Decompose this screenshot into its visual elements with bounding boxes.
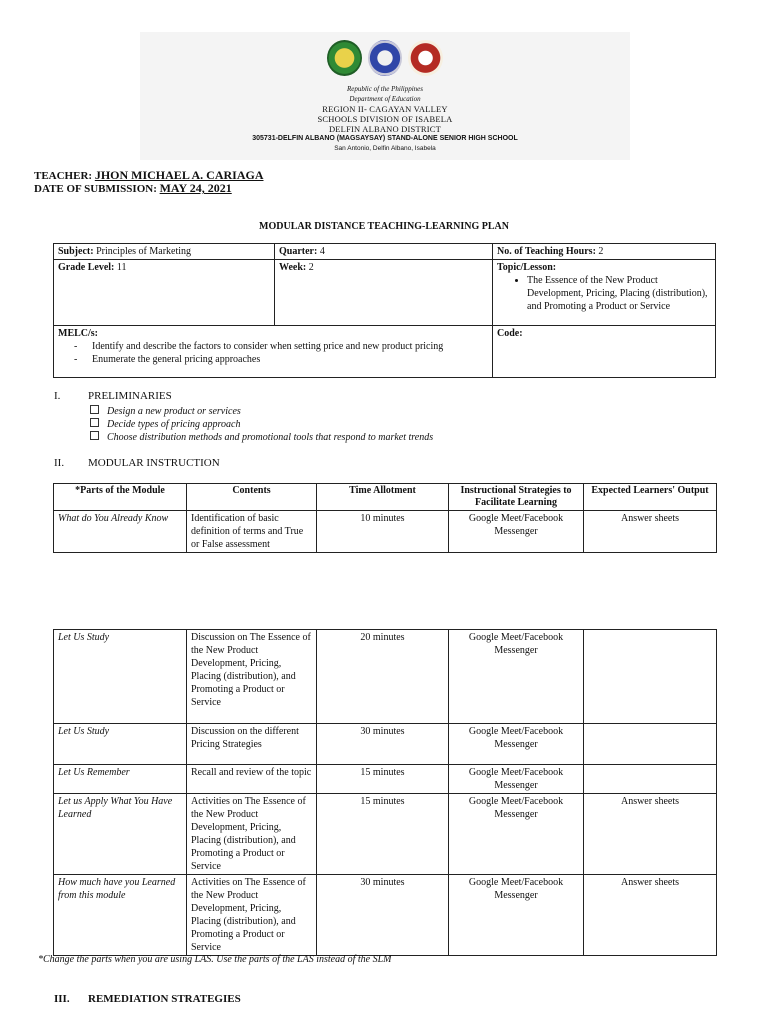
division-line: SCHOOLS DIVISION OF ISABELA <box>317 114 453 124</box>
department-line: Department of Education <box>349 95 421 103</box>
school-seal-icon <box>408 40 443 76</box>
bullet-box-icon <box>90 431 99 440</box>
part-cell: What do You Already Know <box>54 511 187 553</box>
quarter-label: Quarter: <box>279 246 318 257</box>
part-cell: How much have you Learned from this module <box>54 875 187 956</box>
column-header: *Parts of the Module <box>54 484 187 511</box>
part-cell: Let us Apply What You Have Learned <box>54 794 187 875</box>
topic-label: Topic/Lesson: <box>497 262 557 273</box>
info-table <box>53 243 716 378</box>
section-number: I. <box>54 390 61 402</box>
objective-item <box>90 431 433 444</box>
strategy-cell: Google Meet/Facebook Messenger <box>449 630 584 724</box>
grade-value: 11 <box>116 262 127 273</box>
melc-item: - Enumerate the general pricing approaches <box>92 353 488 366</box>
submission-date: MAY 24, 2021 <box>159 181 232 195</box>
time-cell: 15 minutes <box>317 765 449 794</box>
topic-cell <box>493 260 716 326</box>
table-row <box>54 765 717 794</box>
code-cell <box>493 326 716 378</box>
submission-label: DATE OF SUBMISSION: <box>34 183 157 195</box>
melc-cell <box>54 326 493 378</box>
module-table <box>53 483 717 553</box>
topic-item: • The Essence of the New Product Development, Pricing, Placing (distribution), and Promoting a Product or Service <box>527 274 711 313</box>
subject-value: Principles of Marketing <box>96 246 192 257</box>
column-header: Time Allotment <box>317 484 449 511</box>
column-header: Expected Learners' Output <box>584 484 717 511</box>
section-title: REMEDIATION STRATEGIES <box>88 993 241 1005</box>
output-cell: Answer sheets <box>584 511 717 553</box>
time-cell: 10 minutes <box>317 511 449 553</box>
submission-line <box>34 181 232 196</box>
region-line: REGION II- CAGAYAN VALLEY <box>322 104 448 114</box>
grade-cell <box>54 260 275 326</box>
strategy-cell: Google Meet/Facebook Messenger <box>449 794 584 875</box>
bullet-box-icon <box>90 405 99 414</box>
modular-heading <box>54 457 220 469</box>
quarter-value: 4 <box>319 246 325 257</box>
hours-value: 2 <box>598 246 604 257</box>
table-row <box>54 875 717 956</box>
week-cell <box>275 260 493 326</box>
plan-title: MODULAR DISTANCE TEACHING-LEARNING PLAN <box>259 221 509 232</box>
deped-seal-icon <box>368 40 403 76</box>
contents-cell: Discussion on the different Pricing Strategies <box>187 724 317 765</box>
hours-label: No. of Teaching Hours: <box>497 246 596 257</box>
strategy-cell: Google Meet/Facebook Messenger <box>449 511 584 553</box>
output-cell: Answer sheets <box>584 875 717 956</box>
bullet-box-icon <box>90 418 99 427</box>
objective-text: Design a new product or services <box>107 406 241 417</box>
objective-item <box>90 418 241 431</box>
contents-cell: Recall and review of the topic <box>187 765 317 794</box>
table-row <box>54 724 717 765</box>
code-label: Code: <box>497 328 523 339</box>
teacher-name: JHON MICHAEL A. CARIAGA <box>94 168 264 182</box>
time-cell: 30 minutes <box>317 875 449 956</box>
column-header: Contents <box>187 484 317 511</box>
strategy-cell: Google Meet/Facebook Messenger <box>449 724 584 765</box>
module-table-continued <box>53 629 717 956</box>
column-header: Instructional Strategies to Facilitate Learning <box>449 484 584 511</box>
subject-cell <box>54 244 275 260</box>
melc-label: MELC/s: <box>58 328 98 339</box>
table-row <box>54 794 717 875</box>
table-row <box>54 511 717 553</box>
part-cell: Let Us Remember <box>54 765 187 794</box>
contents-cell: Identification of basic definition of terms and True or False assessment <box>187 511 317 553</box>
melc-item: - Identify and describe the factors to consider when setting price and new product pricing <box>92 340 488 353</box>
letterhead-logos <box>327 40 443 80</box>
strategy-cell: Google Meet/Facebook Messenger <box>449 765 584 794</box>
section-number: II. <box>54 457 65 469</box>
time-cell: 30 minutes <box>317 724 449 765</box>
output-cell <box>584 765 717 794</box>
output-cell <box>584 630 717 724</box>
part-cell: Let Us Study <box>54 630 187 724</box>
quarter-cell <box>275 244 493 260</box>
contents-cell: Activities on The Essence of the New Product Development, Pricing, Placing (distribution), and Promoting a Product or Service <box>187 875 317 956</box>
remediation-heading <box>54 993 241 1005</box>
part-cell: Let Us Study <box>54 724 187 765</box>
school-line: 305731-DELFIN ALBANO (MAGSAYSAY) STAND-ALONE SENIOR HIGH SCHOOL <box>252 135 518 142</box>
objective-text: Choose distribution methods and promotional tools that respond to market trends <box>107 432 434 443</box>
contents-cell: Activities on The Essence of the New Product Development, Pricing, Placing (distribution), and Promoting a Product or Service <box>187 794 317 875</box>
week-value: 2 <box>308 262 314 273</box>
table-footnote: *Change the parts when you are using LAS. Use the parts of the LAS instead of the SLM <box>38 954 392 965</box>
table-row <box>54 630 717 724</box>
grade-label: Grade Level: <box>58 262 115 273</box>
section-title: MODULAR INSTRUCTION <box>88 457 220 469</box>
output-cell <box>584 724 717 765</box>
republic-line: Republic of the Philippines <box>346 85 423 93</box>
time-cell: 15 minutes <box>317 794 449 875</box>
subject-label: Subject: <box>58 246 94 257</box>
week-label: Week: <box>279 262 307 273</box>
hours-cell <box>493 244 716 260</box>
time-cell: 20 minutes <box>317 630 449 724</box>
contents-cell: Discussion on The Essence of the New Product Development, Pricing, Placing (distribution), and Promoting a Product or Service <box>187 630 317 724</box>
section-title: PRELIMINARIES <box>88 390 172 402</box>
strategy-cell: Google Meet/Facebook Messenger <box>449 875 584 956</box>
output-cell: Answer sheets <box>584 794 717 875</box>
preliminaries-heading <box>54 390 172 402</box>
section-number: III. <box>54 993 70 1005</box>
letterhead-text <box>140 84 630 154</box>
district-seal-icon <box>327 40 362 76</box>
district-line: DELFIN ALBANO DISTRICT <box>328 124 442 134</box>
teacher-label: TEACHER: <box>34 170 93 182</box>
address-line: San Antonio, Delfin Albano, Isabela <box>334 145 436 152</box>
objective-text: Decide types of pricing approach <box>107 419 241 430</box>
objective-item <box>90 405 241 418</box>
